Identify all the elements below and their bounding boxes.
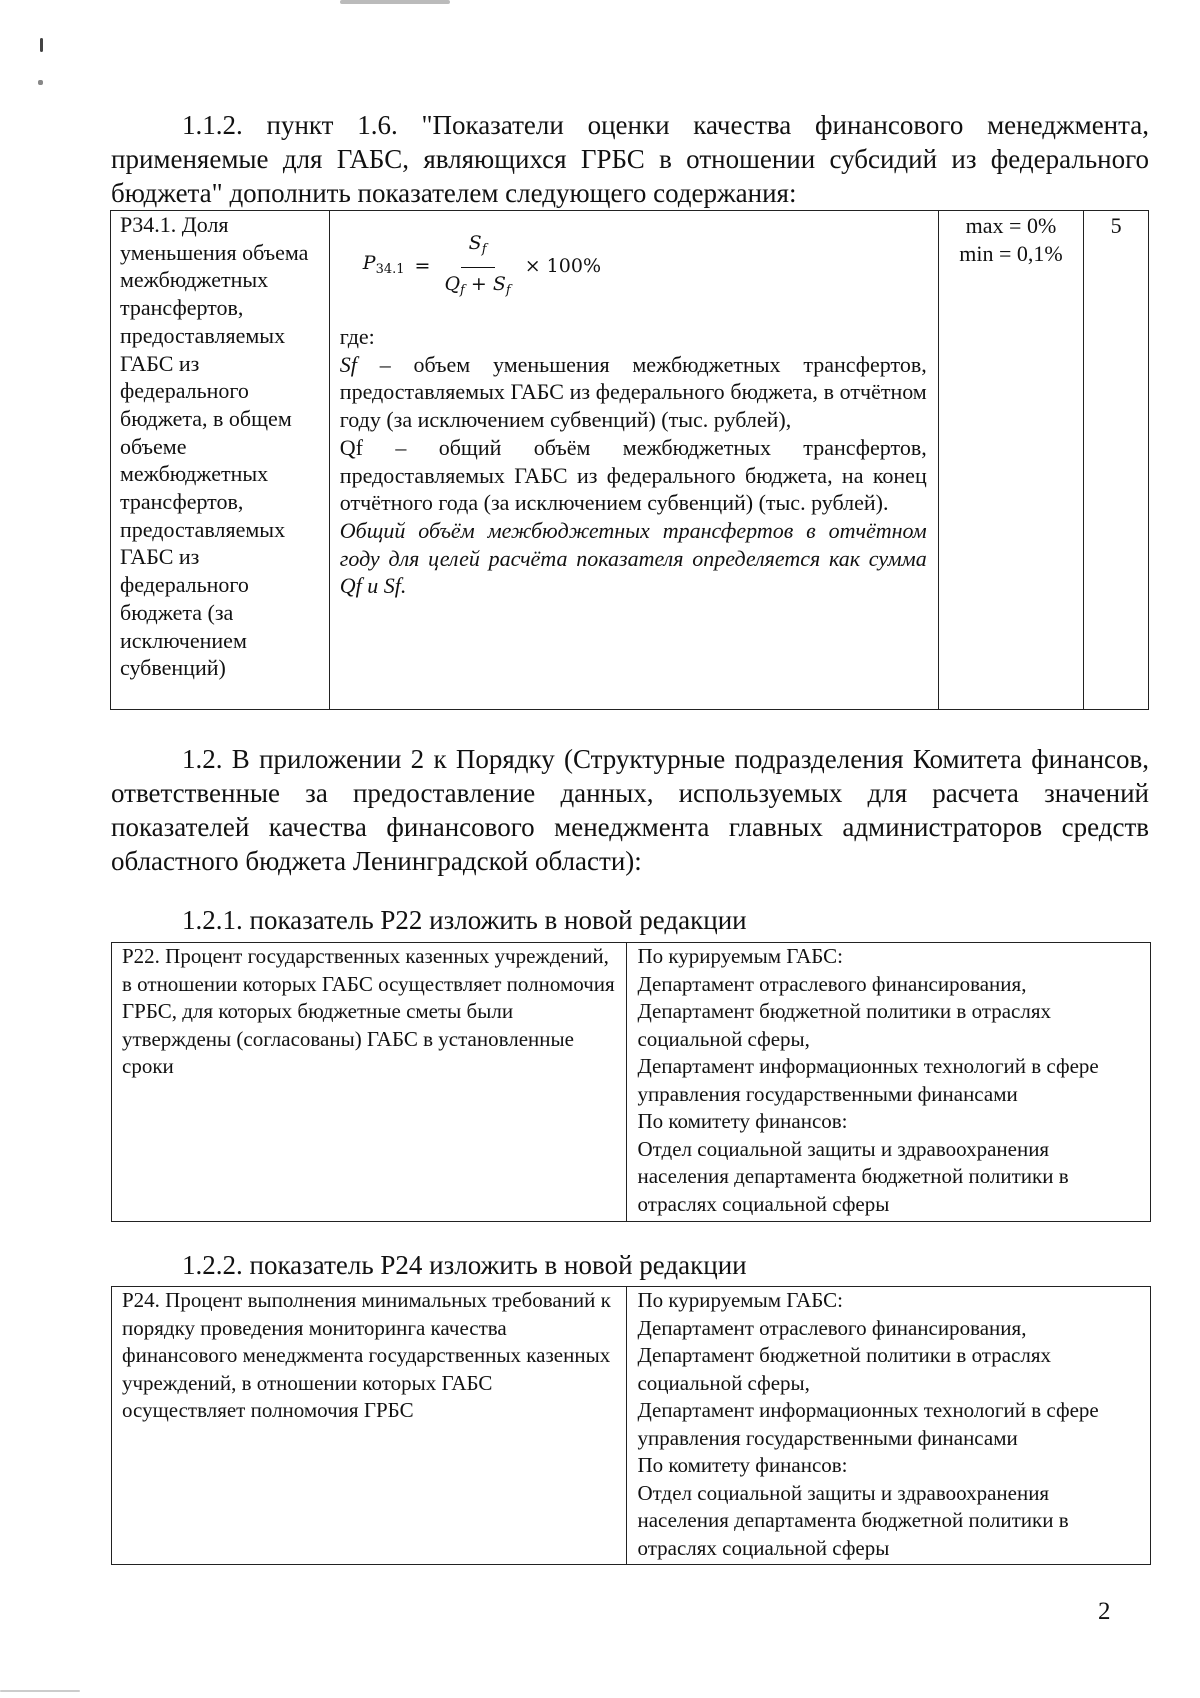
- responsible-line: Департамент информационных технологий в сфере управления государственными финансами: [637, 1054, 1099, 1106]
- p22-indicator-cell: Р22. Процент государственных казенных учреждений, в отношении которых ГАБС осуществляет полномочия ГРБС, для которых бюджетные сметы были утверждены (согласованы) ГАБС в установленные сроки: [112, 943, 627, 1222]
- section-1-2-2-heading: 1.2.2. показатель Р24 изложить в новой редакции: [182, 1250, 747, 1280]
- responsible-line: Отдел социальной защиты и здравоохранения населения департамента бюджетной политики в отраслях социальной сферы: [637, 1136, 1069, 1216]
- fraction-numerator: $S_f$: [461, 230, 495, 268]
- responsible-line: Департамент отраслевого финансирования,: [637, 971, 1027, 996]
- section-1-2-text: 1.2. В приложении 2 к Порядку (Структурные подразделения Комитета финансов, ответственные за предоставление данных, используемых для расчета значений показателей качества финансового менеджмента главных администраторов средств областного бюджета Ленинградской области):: [111, 744, 1149, 876]
- formula-fraction: [440, 230, 514, 304]
- formula-multiplier: × 100%: [524, 255, 601, 278]
- p24-responsible-cell: [627, 1287, 1151, 1565]
- sf-symbol: Sf: [339, 351, 357, 377]
- p22-responsible-cell: [627, 943, 1151, 1222]
- sf-definition: Sf – объем уменьшения межбюджетных трансфертов, предоставляемых ГАБС из федерального бюджета, в отчётном году (за исключением субвенций) (тыс. рублей),: [339, 351, 927, 433]
- weight-cell: 5: [1084, 211, 1149, 710]
- max-value: max = 0%: [965, 213, 1057, 238]
- indicator-table-p24: [111, 1286, 1151, 1565]
- range-cell: [938, 211, 1084, 710]
- indicator-name-cell: Р34.1. Доля уменьшения объема межбюджетных трансфертов, предоставляемых ГАБС из федерального бюджета, в общем объеме межбюджетных трансфертов, предоставляемых ГАБС из федерального бюджета (за исключением субвенций): [111, 211, 330, 710]
- responsible-line: По курируемым ГАБС:: [637, 1288, 844, 1312]
- responsible-line: Департамент отраслевого финансирования,: [637, 1315, 1027, 1340]
- min-value: min = 0,1%: [959, 240, 1063, 266]
- scan-artifact: [40, 38, 43, 52]
- qf-definition: Qf – общий объём межбюджетных трансфертов, предоставляемых ГАБС из федерального бюджета, на конец отчётного года (за исключением субвенций) (тыс. рублей).: [339, 434, 927, 516]
- responsible-line: Департамент бюджетной политики в отраслях социальной сферы,: [637, 1343, 1052, 1395]
- responsible-line: По комитету финансов:: [637, 1109, 848, 1133]
- section-1-2-1-heading: 1.2.1. показатель Р22 изложить в новой редакции: [182, 905, 747, 935]
- total-volume-note: Общий объём межбюджетных трансфертов в отчётном году для целей расчёта показателя определяется как сумма Qf и Sf.: [339, 517, 927, 599]
- formula: [340, 211, 927, 323]
- fraction-denominator: $Q_f + S_f$: [444, 272, 511, 298]
- responsible-line: Отдел социальной защиты и здравоохранения населения департамента бюджетной политики в отраслях социальной сферы: [637, 1480, 1069, 1560]
- formula-lhs: $P_{34.1}$: [362, 252, 405, 278]
- indicator-table-p34-1: [110, 210, 1149, 710]
- responsible-line: По курируемым ГАБС:: [637, 944, 844, 968]
- scan-artifact: [0, 1690, 80, 1692]
- formula-equals: =: [414, 255, 431, 278]
- responsible-line: Департамент информационных технологий в сфере управления государственными финансами: [637, 1398, 1099, 1450]
- page-number: 2: [1098, 1598, 1111, 1625]
- scan-artifact: [38, 80, 43, 85]
- p24-indicator-cell: Р24. Процент выполнения минимальных требований к порядку проведения мониторинга качества финансового менеджмента государственных казенных учреждений, в отношении которых ГАБС осуществляет полномочия ГРБС: [112, 1287, 627, 1565]
- scan-artifact: [340, 0, 450, 4]
- section-1-1-2-text: 1.1.2. пункт 1.6. "Показатели оценки качества финансового менеджмента, применяемые для ГАБС, являющихся ГРБС в отношении субсидий из федерального бюджета" дополнить показателем следующего содержания:: [111, 110, 1149, 208]
- where-label: где:: [339, 324, 375, 349]
- responsible-line: Департамент бюджетной политики в отраслях социальной сферы,: [637, 999, 1052, 1051]
- responsible-line: По комитету финансов:: [637, 1453, 848, 1477]
- formula-cell: [329, 211, 938, 710]
- indicator-table-p22: [111, 942, 1151, 1222]
